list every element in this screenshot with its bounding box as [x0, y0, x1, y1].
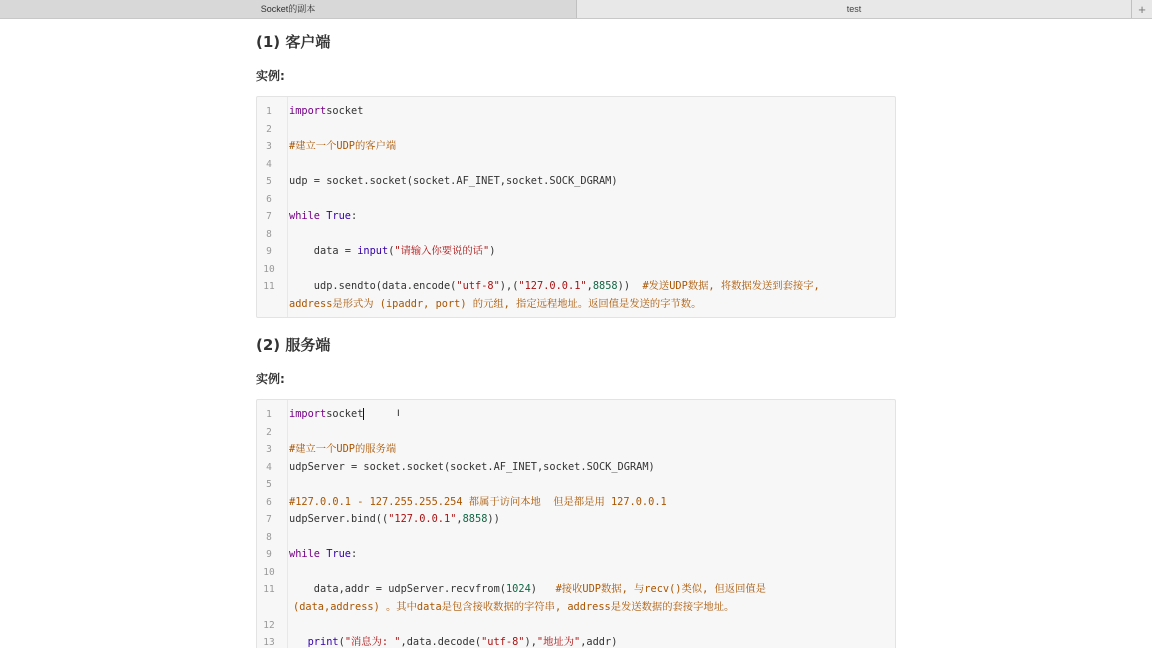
code-token: "127.0.0.1": [518, 280, 587, 292]
line-number: 9: [266, 246, 272, 257]
code-line[interactable]: [257, 617, 897, 634]
code-text: [289, 634, 617, 648]
code-token: [289, 636, 308, 648]
code-text: [289, 459, 655, 476]
example-label-client: 实例:: [256, 69, 285, 83]
code-line[interactable]: [257, 476, 897, 493]
code-token: address是形式为 (ipaddr, port) 的元组, 指定远程地址。返回值是发送的字节数。: [289, 298, 702, 310]
code-line[interactable]: [257, 406, 897, 423]
code-line[interactable]: [257, 546, 897, 563]
code-token: data,addr = udpServer.recvfrom(: [289, 583, 506, 595]
code-token: udpServer.bind((: [289, 513, 389, 525]
tab-socket-copy[interactable]: Socket的副本: [0, 0, 577, 18]
tab-bar: [0, 0, 1152, 19]
plus-icon: +: [1138, 1, 1146, 17]
code-token: )): [617, 280, 643, 292]
line-number: 2: [266, 124, 272, 135]
code-line[interactable]: [257, 173, 897, 190]
code-token: socket: [326, 408, 364, 420]
line-number: 11: [263, 281, 275, 292]
code-line-wrap[interactable]: [257, 296, 897, 313]
code-line[interactable]: [257, 441, 897, 458]
section-heading-server: (2) 服务端: [256, 336, 331, 354]
code-token: )): [487, 513, 500, 525]
code-block-client[interactable]: [256, 96, 896, 318]
code-line[interactable]: [257, 459, 897, 476]
tab-test[interactable]: test: [577, 0, 1132, 18]
code-block-server[interactable]: [256, 399, 896, 648]
code-line[interactable]: [257, 261, 897, 278]
line-number: 2: [266, 427, 272, 438]
code-token: ),(: [499, 280, 519, 292]
line-number: 1: [266, 409, 272, 420]
text-cursor: [363, 408, 364, 420]
code-token: udpServer = socket.socket(socket.AF_INET,socket.SOCK_DGRAM): [289, 461, 655, 473]
line-number: 13: [263, 637, 275, 648]
code-line[interactable]: [257, 208, 897, 225]
code-line[interactable]: [257, 494, 897, 511]
code-text: [289, 494, 667, 511]
code-line[interactable]: [257, 138, 897, 155]
example-label-server: 实例:: [256, 372, 285, 386]
code-text: [289, 581, 766, 598]
code-token: import: [289, 408, 327, 420]
code-line[interactable]: [257, 121, 897, 138]
code-line[interactable]: [257, 278, 897, 295]
code-line[interactable]: [257, 424, 897, 441]
code-token: input: [357, 245, 389, 257]
code-token: 1024: [505, 583, 531, 595]
code-token: True: [326, 548, 352, 560]
code-token: (: [388, 245, 395, 257]
code-token: udp = socket.socket(socket.AF_INET,socket.SOCK_DGRAM): [289, 175, 618, 187]
code-text: [293, 599, 734, 616]
line-number: 3: [266, 444, 272, 455]
line-number: 3: [266, 141, 272, 152]
code-token: #建立一个UDP的服务端: [289, 443, 397, 455]
line-number: 12: [263, 620, 275, 631]
new-tab-button[interactable]: [1132, 0, 1152, 18]
code-token: ): [489, 245, 496, 257]
code-token: import: [289, 105, 327, 117]
code-token: "地址为": [536, 636, 581, 648]
code-token: (data,address) 。其中data是包含接收数据的字符串, address是发送数据的套接字地址。: [293, 601, 735, 613]
code-text: [289, 441, 396, 458]
code-token: ,addr): [580, 636, 618, 648]
code-token: ,data.decode(: [400, 636, 482, 648]
code-line[interactable]: [257, 243, 897, 260]
code-token: :: [351, 548, 358, 560]
code-token: :: [351, 210, 358, 222]
code-line[interactable]: [257, 634, 897, 648]
code-token: udp.sendto(data.encode(: [289, 280, 457, 292]
code-token: #建立一个UDP的客户端: [289, 140, 397, 152]
code-line[interactable]: [257, 581, 897, 598]
line-number: 8: [266, 532, 272, 543]
line-number: 4: [266, 159, 272, 170]
code-text: [289, 546, 357, 563]
line-number: 8: [266, 229, 272, 240]
code-line[interactable]: [257, 226, 897, 243]
line-number: 7: [266, 514, 272, 525]
code-token: ),: [524, 636, 537, 648]
line-number: 1: [266, 106, 272, 117]
code-token: #127.0.0.1 - 127.255.255.254 都属于访问本地 但是都是用 127.0.0.1: [289, 496, 667, 508]
code-token: "消息为: ": [344, 636, 401, 648]
code-token: "utf-8": [481, 636, 525, 648]
code-line[interactable]: [257, 103, 897, 120]
line-number: 5: [266, 176, 272, 187]
code-token: True: [326, 210, 352, 222]
line-number: 6: [266, 194, 272, 205]
section-heading-client: (1) 客户端: [256, 33, 331, 51]
code-token: ,: [456, 513, 463, 525]
code-token: #接收UDP数据, 与recv()类似, 但返回值是: [555, 583, 766, 595]
code-token: "127.0.0.1": [388, 513, 457, 525]
code-line[interactable]: [257, 191, 897, 208]
code-token: "请输入你要说的话": [394, 245, 490, 257]
code-line-wrap[interactable]: [257, 599, 897, 616]
code-line[interactable]: [257, 156, 897, 173]
code-text: [289, 296, 701, 313]
line-number: 10: [263, 567, 275, 578]
code-token: (: [338, 636, 345, 648]
line-number: 10: [263, 264, 275, 275]
code-line[interactable]: [257, 564, 897, 581]
line-number: 9: [266, 549, 272, 560]
code-token: ): [530, 583, 556, 595]
line-number: 4: [266, 462, 272, 473]
ibeam-cursor-icon: I: [397, 409, 400, 419]
line-number: 5: [266, 479, 272, 490]
code-text: [289, 278, 820, 295]
code-token: socket: [326, 105, 364, 117]
code-line[interactable]: [257, 529, 897, 546]
code-token: while: [289, 210, 320, 222]
code-text: [289, 243, 495, 260]
code-token: 8858: [462, 513, 488, 525]
line-number: 11: [263, 584, 275, 595]
code-text: [289, 138, 396, 155]
code-token: print: [307, 636, 339, 648]
code-text: [289, 103, 363, 120]
code-text: [289, 511, 500, 528]
code-line[interactable]: [257, 511, 897, 528]
code-text: [289, 208, 357, 225]
line-number: 7: [266, 211, 272, 222]
line-number: 6: [266, 497, 272, 508]
code-text: [289, 406, 364, 423]
code-text: [289, 173, 618, 190]
code-token: while: [289, 548, 320, 560]
code-token: data =: [289, 245, 358, 257]
code-token: "utf-8": [456, 280, 500, 292]
code-token: 8858: [592, 280, 618, 292]
code-token: #发送UDP数据, 将数据发送到套接字,: [642, 280, 820, 292]
code-token: ,: [586, 280, 593, 292]
